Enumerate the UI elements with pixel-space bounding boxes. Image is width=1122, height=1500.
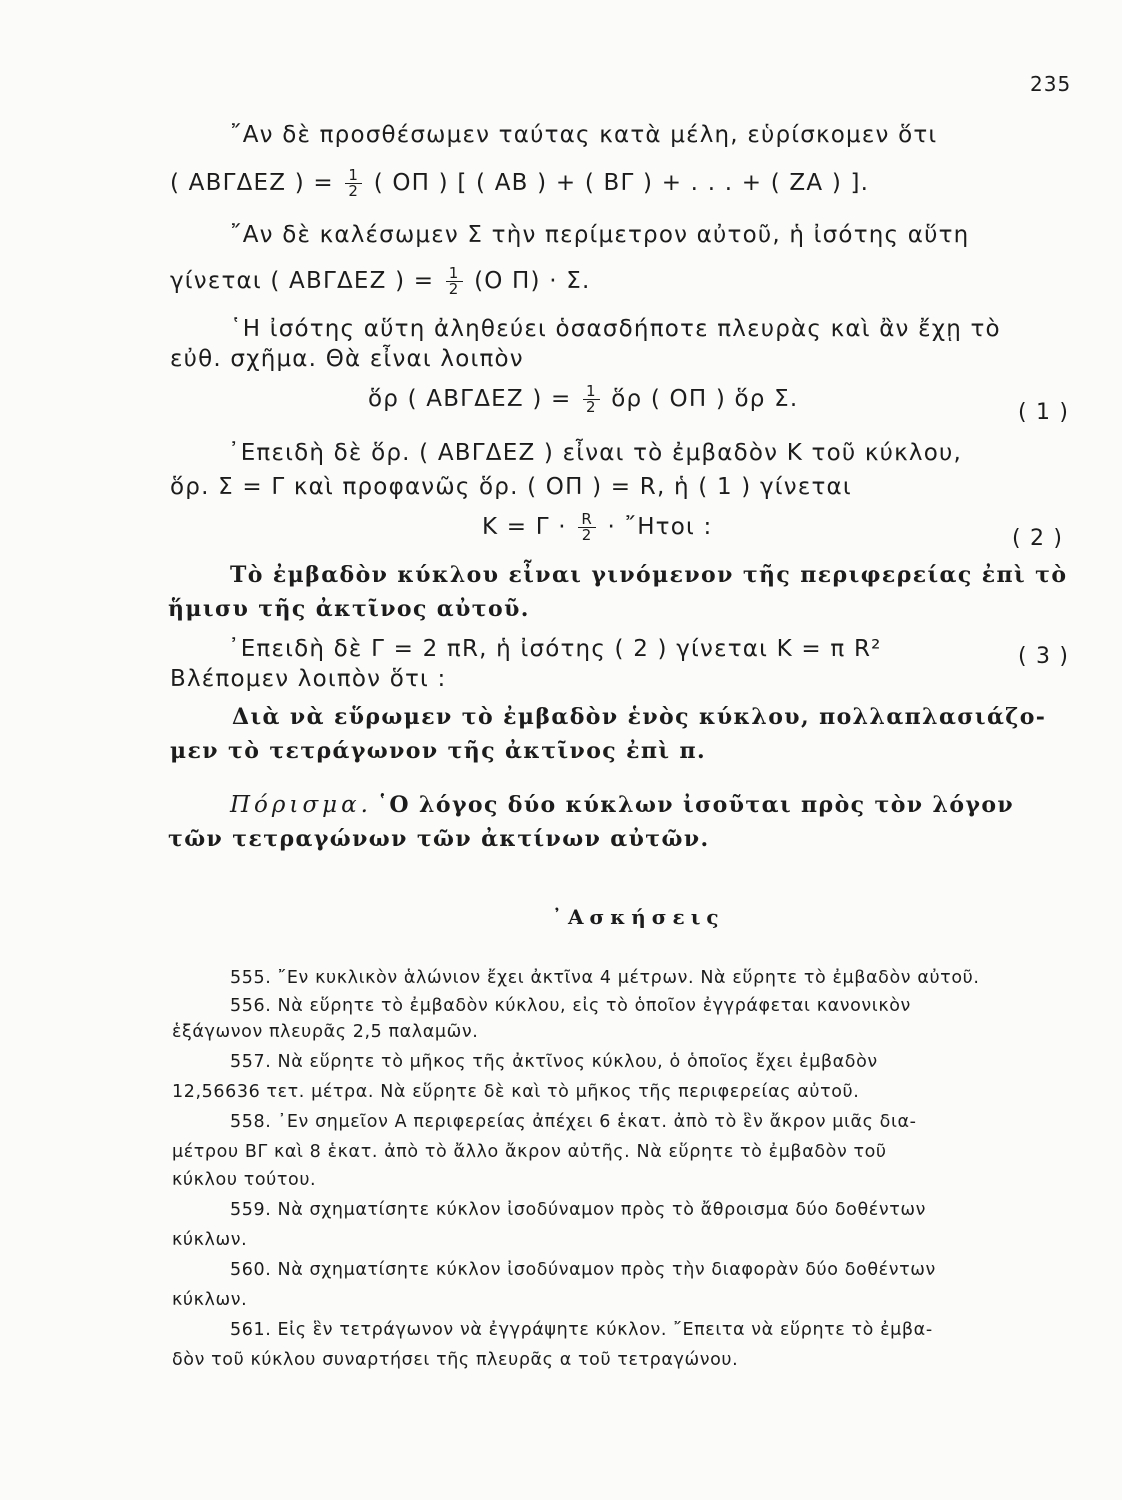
equation-right: ( ΟΠ ) [ ( ΑΒ ) + ( ΒΓ ) + . . . + ( ΖΑ ) ]. (373, 170, 870, 196)
text-line: ῾Η ἰσότης αὕτη ἀληθεύει ὁσασδήποτε πλευρὰς καὶ ἂν ἔχῃ τὸ (230, 316, 1001, 342)
exercise-item-cont: κύκλου τούτου. (172, 1170, 317, 1190)
rule-line: μεν τὸ τετράγωνον τῆς ἀκτῖνος ἐπὶ π. (170, 738, 707, 764)
equation-left: Κ = Γ · (482, 514, 567, 540)
exercise-item-cont: 12,56636 τετ. μέτρα. Νὰ εὕρητε δὲ καὶ τὸ μῆκος τῆς περιφερείας αὐτοῦ. (172, 1082, 860, 1102)
text-line: ῎Αν δὲ προσθέσωμεν ταύτας κατὰ μέλη, εὑρίσκομεν ὅτι (230, 122, 938, 148)
exercise-item-cont: κύκλων. (172, 1230, 248, 1250)
exercise-item-cont: μέτρου ΒΓ καὶ 8 ἑκατ. ἀπὸ τὸ ἄλλο ἄκρον αὐτῆς. Νὰ εὕρητε τὸ ἐμβαδὸν τοῦ (172, 1142, 887, 1162)
exercises-heading: ᾿Ασκήσεις (552, 905, 725, 929)
equation-line (482, 512, 712, 543)
text-line: εὐθ. σχῆμα. Θὰ εἶναι λοιπὸν (170, 346, 524, 372)
exercise-item-cont: δὸν τοῦ κύκλου συναρτήσει τῆς πλευρᾶς α τοῦ τετραγώνου. (172, 1350, 739, 1370)
exercise-item: 561. Εἰς ἓν τετράγωνον νὰ ἐγγράψητε κύκλον. ῎Επειτα νὰ εὕρητε τὸ ἐμβα- (230, 1320, 933, 1340)
exercise-item: 558. ᾿Εν σημεῖον Α περιφερείας ἀπέχει 6 ἑκατ. ἀπὸ τὸ ἓν ἄκρον μιᾶς δια- (230, 1112, 917, 1132)
fraction-half: $\frac{1}{2}$ (446, 266, 463, 297)
fraction-r-half: $\frac{R}{2}$ (578, 512, 596, 543)
corollary-line: τῶν τετραγώνων τῶν ἀκτίνων αὐτῶν. (168, 826, 710, 852)
exercise-item-cont: κύκλων. (172, 1290, 248, 1310)
exercise-item: 560. Νὰ σχηματίσητε κύκλον ἰσοδύναμον πρὸς τὴν διαφορὰν δύο δοθέντων (230, 1260, 936, 1280)
equation-left: ὅρ ( ΑΒΓΔΕΖ ) = (368, 386, 572, 412)
corollary-line (230, 792, 1014, 818)
equation-line (170, 168, 869, 199)
text-line: ὅρ. Σ = Γ καὶ προφανῶς ὅρ. ( ΟΠ ) = R, ἡ ( 1 ) γίνεται (170, 474, 852, 500)
equation-number: ( 2 ) (1012, 526, 1064, 551)
equation-line (368, 384, 798, 415)
equation-right: (Ο Π) · Σ. (474, 268, 591, 294)
text-line: ῎Αν δὲ καλέσωμεν Σ τὴν περίμετρον αὐτοῦ, ἡ ἰσότης αὕτη (230, 222, 970, 248)
equation-right: ὅρ ( ΟΠ ) ὅρ Σ. (611, 386, 799, 412)
equation-right: · ῎Ητοι : (607, 514, 713, 540)
text-line: ᾿Επειδὴ δὲ ὅρ. ( ΑΒΓΔΕΖ ) εἶναι τὸ ἐμβαδὸν Κ τοῦ κύκλου, (228, 440, 962, 466)
rule-line: Διὰ νὰ εὕρωμεν τὸ ἐμβαδὸν ἑνὸς κύκλου, πολλαπλασιάζο- (232, 704, 1047, 730)
exercise-item: 557. Νὰ εὕρητε τὸ μῆκος τῆς ἀκτῖνος κύκλου, ὁ ὁποῖος ἔχει ἐμβαδὸν (230, 1052, 878, 1072)
fraction-half: $\frac{1}{2}$ (583, 384, 600, 415)
fraction-half: $\frac{1}{2}$ (345, 168, 362, 199)
equation-line (170, 266, 591, 297)
theorem-line: Τὸ ἐμβαδὸν κύκλου εἶναι γινόμενον τῆς περιφερείας ἐπὶ τὸ (230, 562, 1068, 588)
exercise-item: 556. Νὰ εὕρητε τὸ ἐμβαδὸν κύκλου, εἰς τὸ ὁποῖον ἐγγράφεται κανονικὸν (230, 996, 911, 1016)
equation-number: ( 3 ) (1018, 644, 1070, 669)
page-number: 235 (1030, 72, 1072, 96)
exercise-item: 555. ῎Εν κυκλικὸν ἁλώνιον ἔχει ἀκτῖνα 4 μέτρων. Νὰ εὕρητε τὸ ἐμβαδὸν αὐτοῦ. (230, 968, 980, 988)
equation-left: γίνεται ( ΑΒΓΔΕΖ ) = (170, 268, 435, 294)
exercise-item-cont: ἑξάγωνον πλευρᾶς 2,5 παλαμῶν. (172, 1022, 479, 1042)
text-line: Βλέπομεν λοιπὸν ὅτι : (170, 666, 447, 692)
exercise-item: 559. Νὰ σχηματίσητε κύκλον ἰσοδύναμον πρὸς τὸ ἄθροισμα δύο δοθέντων (230, 1200, 926, 1220)
corollary-text: ῾Ο λόγος δύο κύκλων ἰσοῦται πρὸς τὸν λόγον (377, 792, 1015, 818)
text-line: ᾿Επειδὴ δὲ Γ = 2 πR, ἡ ἰσότης ( 2 ) γίνεται Κ = π R² (228, 636, 882, 662)
theorem-line: ἥμισυ τῆς ἀκτῖνος αὐτοῦ. (168, 596, 530, 622)
corollary-label: Πόρισμα. (230, 792, 372, 818)
equation-left: ( ΑΒΓΔΕΖ ) = (170, 170, 334, 196)
equation-number: ( 1 ) (1018, 400, 1070, 425)
